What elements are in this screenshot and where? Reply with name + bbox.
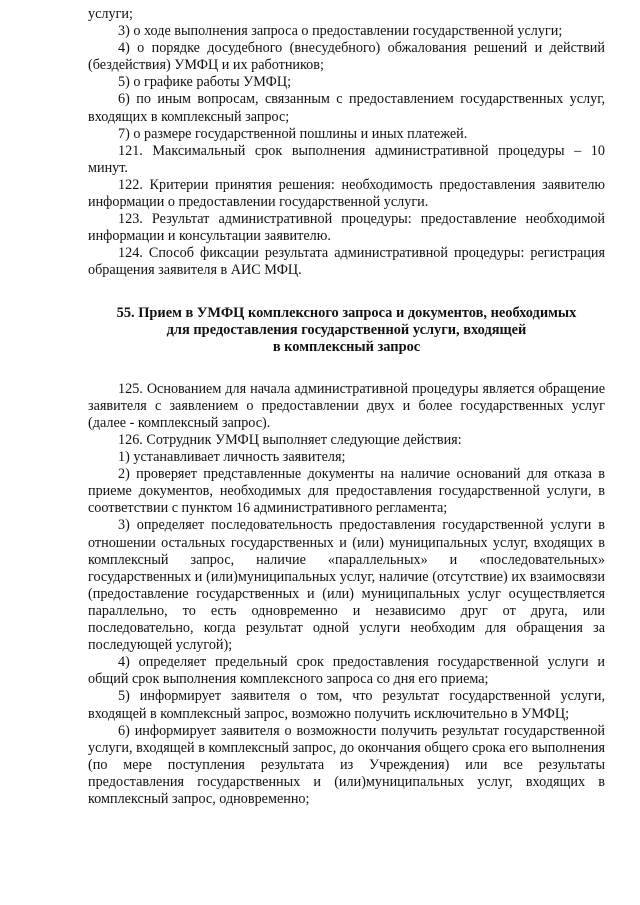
action-item-5: 5) информирует заявителя о том, что результат государственной услуги, входящей в комплексный запрос, возможно получить исключительно в УМФЦ; <box>88 688 605 722</box>
section-heading <box>88 305 605 357</box>
list-item-4: 4) о порядке досудебного (внесудебного) обжалования решений и действий (бездействия) УМФЦ и их работников; <box>88 40 605 74</box>
list-item-6: 6) по иным вопросам, связанным с предоставлением государственных услуг, входящих в комплексный запрос; <box>88 91 605 125</box>
paragraph-123: 123. Результат административной процедуры: предоставление необходимой информации и консультации заявителю. <box>88 211 605 245</box>
paragraph-122: 122. Критерии принятия решения: необходимость предоставления заявителю информации о предоставлении государственной услуги. <box>88 176 605 211</box>
action-item-4: 4) определяет предельный срок предоставления государственной услуги и общий срок выполнения комплексного запроса со дня его приема; <box>88 654 605 688</box>
action-item-3: 3) определяет последовательность предоставления государственной услуги в отношении остальных государственных и (или) муниципальных услуг, входящих в комплексный запрос, наличие «параллельных» и «последовательных» государственных и (или)муниципальных услуг, наличие (отсутствие) их взаимосвязи (предоставление государственных и (или) муниципальных услуг осуществляется параллельно, то есть одновременно и независимо друг от друга, или последовательно, когда результат одной услуги необходим для обращения за последующей услугой); <box>88 517 605 654</box>
action-item-6: 6) информирует заявителя о возможности получить результат государственной услуги, входящей в комплексный запрос, до окончания общего срока его выполнения (по мере поступления результата из Учреждения) или все результаты предоставления государственных и (или)муниципальных услуг, входящих в комплексный запрос, одновременно; <box>88 722 605 807</box>
section-heading-line-3: в комплексный запрос <box>272 339 421 356</box>
section-heading-line-1: 55. Прием в УМФЦ комплексного запроса и документов, необходимых <box>116 304 577 321</box>
paragraph-126: 126. Сотрудник УМФЦ выполняет следующие действия: <box>118 432 462 448</box>
paragraph-121: 121. Максимальный срок выполнения административной процедуры – 10 минут. <box>88 142 605 176</box>
action-item-2: 2) проверяет представленные документы на наличие оснований для отказа в приеме документов, необходимых для предоставления государственной услуги, в соответствии с пунктом 16 административного регламента; <box>88 466 605 517</box>
paragraph-continuation: услуги; <box>88 6 133 22</box>
section-heading-line-2: для предоставления государственной услуги, входящей <box>166 321 527 338</box>
list-item-7: 7) о размере государственной пошлины и иных платежей. <box>118 125 468 142</box>
paragraph-124: 124. Способ фиксации результата административной процедуры: регистрация обращения заявителя в АИС МФЦ. <box>88 245 605 279</box>
list-item-3: 3) о ходе выполнения запроса о предоставлении государственной услуги; <box>118 23 563 40</box>
document-page <box>88 6 605 808</box>
list-item-5: 5) о графике работы УМФЦ; <box>118 74 292 91</box>
paragraph-125: 125. Основанием для начала административной процедуры является обращение заявителя с заявлением о предоставлении двух и более государственных услуг (далее - комплексный запрос). <box>88 380 605 431</box>
action-item-1: 1) устанавливает личность заявителя; <box>118 449 346 466</box>
